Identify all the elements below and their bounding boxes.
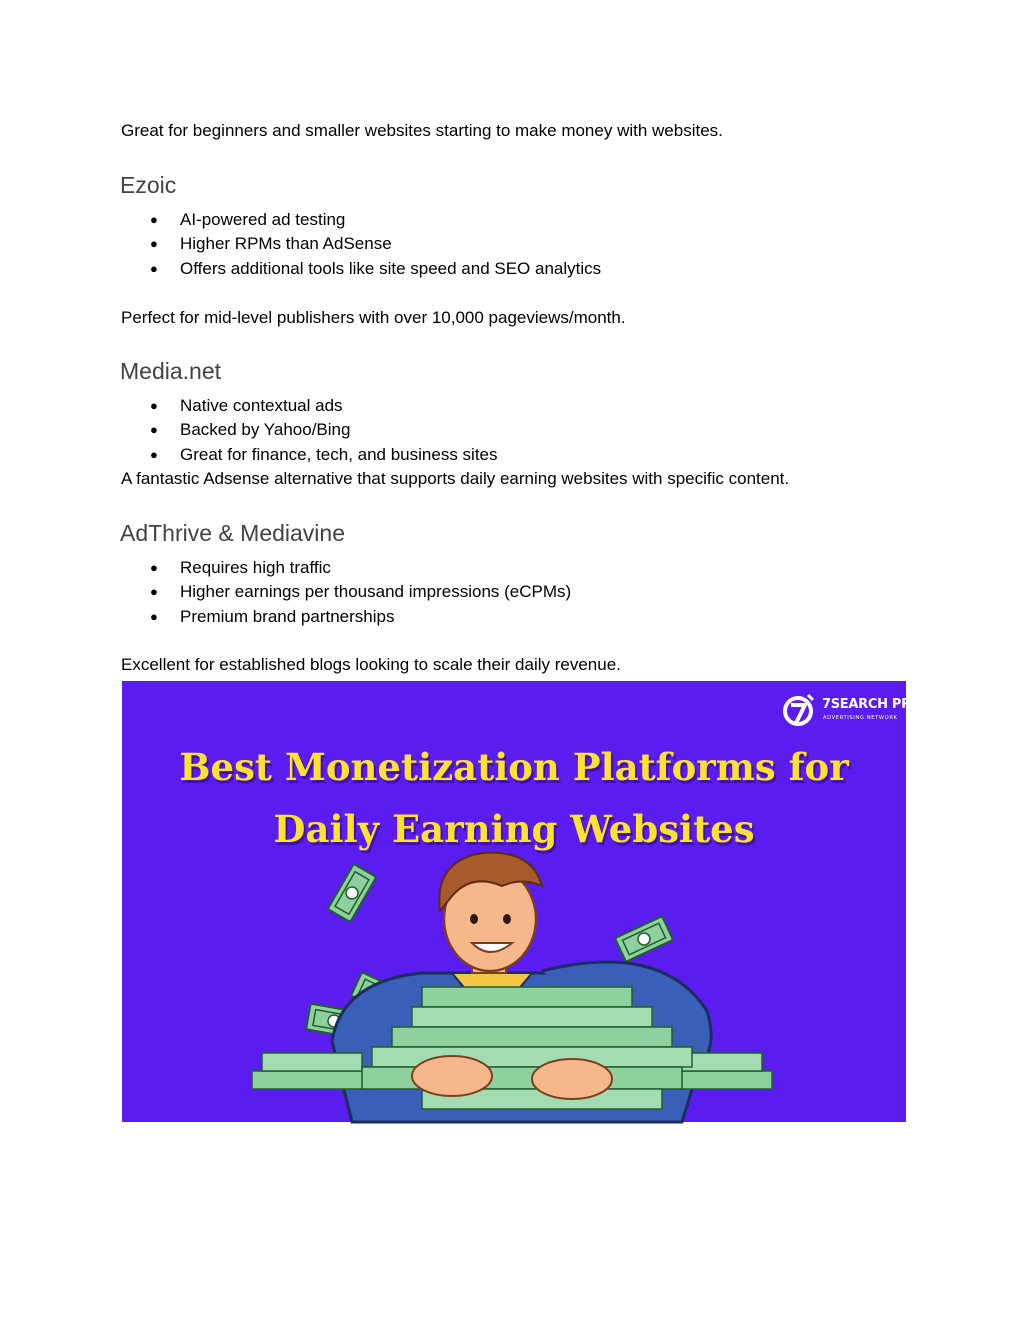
heading-ezoic: Ezoic [120, 172, 177, 198]
heading-adthrive-mediavine: AdThrive & Mediavine [120, 520, 345, 546]
money-illustration [122, 681, 906, 1122]
list-item: ● Premium brand partnerships [0, 605, 571, 629]
list-item: ● Offers additional tools like site speed and SEO analytics [0, 257, 601, 281]
money-bill-icon [328, 864, 377, 922]
media-net-list [0, 394, 498, 467]
list-item: ● Native contextual ads [0, 394, 498, 418]
list-item: ● Requires high traffic [0, 556, 571, 580]
logo-name: 7SEARCH PPC [822, 697, 920, 712]
banner-title-line1: Best Monetization Platforms for [179, 745, 849, 789]
list-item: ● Higher earnings per thousand impressions (eCPMs) [0, 580, 571, 604]
heading-media-net: Media.net [120, 358, 222, 384]
list-item: ● Great for finance, tech, and business sites [0, 443, 498, 467]
logo-tagline: ADVERTISING NETWORK [823, 715, 898, 721]
media-net-summary: A fantastic Adsense alternative that supports daily earning websites with specific content. [121, 469, 790, 488]
money-bill-icon [615, 916, 673, 962]
list-item: ● AI-powered ad testing [0, 208, 601, 232]
list-item: ● Backed by Yahoo/Bing [0, 418, 498, 442]
ezoic-list [0, 208, 601, 281]
intro-paragraph: Great for beginners and smaller websites starting to make money with websites. [121, 121, 723, 140]
adthrive-summary: Excellent for established blogs looking to scale their daily revenue. [121, 655, 621, 674]
adthrive-list [0, 556, 571, 629]
banner-title-line2: Daily Earning Websites [273, 807, 755, 851]
banner-image [122, 681, 920, 1122]
ezoic-summary: Perfect for mid-level publishers with over 10,000 pageviews/month. [121, 308, 626, 327]
list-item: ● Higher RPMs than AdSense [0, 232, 601, 256]
